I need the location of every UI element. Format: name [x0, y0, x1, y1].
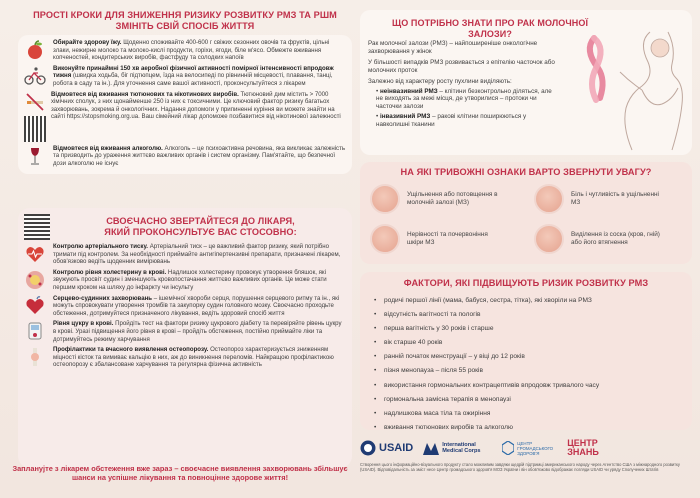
consult-title: СВОЄЧАСНО ЗВЕРТАЙТЕСЯ ДО ЛІКАРЯ, ЯКИЙ ПРОКОНСУЛЬТУЄ ВАС СТОСОВНО: — [104, 216, 297, 237]
sign-item — [370, 184, 502, 214]
info-text — [368, 40, 558, 129]
doctor-consult-section — [18, 208, 352, 468]
signs-title: НА ЯКІ ТРИВОЖНІ ОЗНАКИ ВАРТО ЗВЕРНУТИ УВАГУ? — [400, 167, 652, 177]
list-item: • вживання тютюнових виробів та алкоголю — [374, 421, 599, 435]
item-text: Відмовтеся від вживання тютюнових та нікотинових виробів. Тютюновий дим містить > 7000 хімічних сполук, з них щонайменше 250 із них є токсичними. Це ключовий фактор ризику багатьох захворювань, зокрема й онкологічних. Надання допомоги у припиненні куріння ви можете знайти на сайті https://stopsmoking.org.ua. Ваш сімейний лікар допоможе позбавитися від нікотинової залежності — [51, 90, 341, 121]
usaid-logo: USAID — [360, 440, 413, 456]
factors-list — [374, 294, 599, 435]
risk-factors-section — [360, 272, 692, 430]
apple-icon — [24, 39, 46, 61]
list-item: • вік старше 40 років — [374, 336, 599, 350]
wine-glass-icon — [24, 145, 46, 167]
item-text: Рівня цукру в крові. Пройдіть тест на фактори ризику цукрового діабету та перевіряйте рівень цукру в крові. Уразі підвищення його рівня в крові – пройдіть обстеження, постійно приймайте ліки та дотримуйтесь режиму харчування — [53, 320, 342, 343]
list-item — [24, 145, 346, 168]
list-item: • гормональна замісна терапія в менопаузі — [374, 393, 599, 407]
lump-sign-icon — [370, 184, 400, 214]
cholesterol-icon — [24, 269, 46, 291]
list-item — [24, 269, 346, 292]
list-item: • пізня менопауза – після 55 років — [374, 364, 599, 378]
sign-label: Виділення із соска (кров, гній) або його втягнення — [571, 231, 660, 246]
item-text: Виконуйте принаймні 150 хв аеробної фізичної активності помірної інтенсивності впродовж тижня (швидка ходьба, біг підтюпцем, їзда на велосипеді по рівнинній місцевості, плавання, танці, робота в саду та ін.). Для уточнення саме вашої активності, проконсультуйтеся з лікарем — [53, 64, 334, 87]
sign-label: Ущільнення або потовщення в молочній залозі (МЗ) — [407, 191, 498, 206]
info-paragraph: Рак молочної залози (РМЗ) – найпоширеніше онкологічне захворювання у жінок — [368, 40, 538, 55]
imc-logo: International Medical Corps — [423, 441, 492, 455]
item-text: Профілактики та вчасного виявлення остеопорозу. Остеопороз характеризується зниженням міцності кісток та вимиває кальцію в них, аж до виникнення переломів. Найкращою профілактикою остеопорозу є збалансоване харчування та регулярна фізична активність — [53, 346, 334, 369]
list-item: • використання гормональних контрацептивів впродовж тривалого часу — [374, 379, 599, 393]
item-text: Контролю рівня холестерину в крові. Надлишок холестерину провокує утворення бляшок, які звужують просвіт судин і зменшують кровопостачання життєво важливих органів. Це може стати першим кроком на шляху до інфаркту чи інсульту — [53, 268, 327, 291]
list-item — [24, 295, 346, 318]
sign-label: Нерівності та почервоніння шкіри МЗ — [407, 231, 488, 246]
item-text: Серцево-судинних захворювань – ішемічної хвороби серця, порушення серцевого ритму та ін., які можуть спровокувати утворення тромбів та закупорку судин головного мозку. Своєчасно проходьте обстеження, дотримуйтеся призначеного лікування, ведіть здоровий спосіб життя — [53, 294, 340, 317]
list-item: • відсутність вагітності та пологів — [374, 308, 599, 322]
item-text: Контролю артеріального тиску. Артеріальний тиск – це важливий фактор ризику, який потрібно тримати під контролем. За необхідності приймайте антигіпертензивні препарати, призначені лікарем, обов'язково ведіть щоденник вимірювань — [53, 243, 341, 266]
heart-icon — [24, 295, 46, 317]
info-bullet: • інвазивний РМЗ – ракові клітини поширюються у навколишні тканини — [376, 113, 527, 129]
info-paragraph: У більшості випадків РМЗ розвивається з епітелію часточок або молочних проток — [368, 58, 555, 74]
list-item — [24, 65, 346, 88]
item-text: Відмовтеся від вживання алкоголю. Алкоголь – це психоактивна речовина, яка викликає залежність та призводить до ураження життєво важливих органів і систем організму. Пам'ятайте, що безпечної дози алкоголю не існує — [53, 144, 346, 167]
info-box — [360, 10, 692, 155]
funding-disclaimer: Створення цього інформаційно-візуального продукту стало можливим завдяки щедрій підтримці американського народу через Агентство США з міжнародного розвитку (USAID). Відповідальність за зміст несе Центр громадського здоров'я МОЗ України і він обов'язково відображає погляди USAID чи уряду Сполучених Штатів — [360, 462, 680, 473]
list-item — [24, 39, 346, 62]
list-item: • родичі першої лінії (мама, бабуся, сестра, тітка), які хворіли на РМЗ — [374, 294, 599, 308]
lifestyle-box — [18, 35, 352, 174]
info-bullet: • неінвазивний РМЗ – клітини безконтрольно діляться, але не виходять за межі місця, де утворилися – протоки чи часточки залози — [376, 87, 552, 111]
warning-signs-section — [360, 162, 692, 264]
item-text: Обирайте здорову їжу. Щоденно споживайте 400-600 г свіжих сезонних овочів та фруктів, цільні злаки, нежирне молоко та молоко-кислі продукти, горіхи, ягоди, біле м'ясо. Обмежте вживання копченостей, кондитерських виробів, фастфуду та солодких напоїв — [53, 39, 330, 62]
list-item: • ранній початок менструації – у віці до 12 років — [374, 350, 599, 364]
woman-self-exam-illustration — [580, 28, 692, 154]
info-title: ЩО ПОТРІБНО ЗНАТИ ПРО РАК МОЛОЧНОЇ ЗАЛОЗИ? — [391, 18, 589, 39]
sign-item — [370, 224, 502, 254]
factors-title: ФАКТОРИ, ЯКІ ПІДВИЩУЮТЬ РИЗИК РОЗВИТКУ РМЗ — [403, 278, 649, 288]
list-item: • перша вагітність у 30 років і старше — [374, 322, 599, 336]
bicycle-icon — [24, 65, 46, 87]
no-smoking-icon — [24, 91, 46, 113]
info-paragraph: Залежно від характеру росту пухлини виділяють: — [368, 77, 512, 85]
breast-cancer-info — [360, 10, 692, 155]
sign-item — [534, 224, 666, 254]
list-item — [24, 243, 346, 266]
qr-code-icon — [24, 214, 50, 240]
sign-label: Біль і чутливість в ущільненні МЗ — [571, 191, 659, 206]
partner-logos — [360, 436, 692, 460]
nipple-discharge-sign-icon — [534, 224, 564, 254]
lifestyle-title: ПРОСТІ КРОКИ ДЛЯ ЗНИЖЕННЯ РИЗИКУ РОЗВИТКУ РМЗ ТА РШМ ЗМІНІТЬ СВІЙ СПОСІБ ЖИТТЯ — [33, 10, 337, 31]
skin-redness-sign-icon — [370, 224, 400, 254]
glucose-meter-icon — [24, 320, 46, 342]
knowledge-center-logo: ЦЕНТР ЗНАНЬ — [567, 438, 599, 457]
phc-logo: ЦЕНТР ГРОМАДСЬКОГО ЗДОРОВ'Я — [502, 441, 557, 456]
list-item — [24, 346, 346, 369]
lifestyle-section — [18, 10, 352, 174]
sign-item — [534, 184, 666, 214]
list-item: • надлишкова маса тіла та ожиріння — [374, 407, 599, 421]
qr-code-icon — [24, 116, 46, 142]
bottom-call-to-action: Запланујте з лікарем обстеження вже зараз – своєчасне виявлення захворювань збільшує шанси на успішне лікування та повноцінне здорове життя! — [12, 464, 348, 482]
list-item — [24, 320, 346, 343]
heart-pulse-icon — [24, 243, 46, 265]
pain-sign-icon — [534, 184, 564, 214]
bone-joint-icon — [24, 346, 46, 368]
list-item — [24, 91, 346, 142]
